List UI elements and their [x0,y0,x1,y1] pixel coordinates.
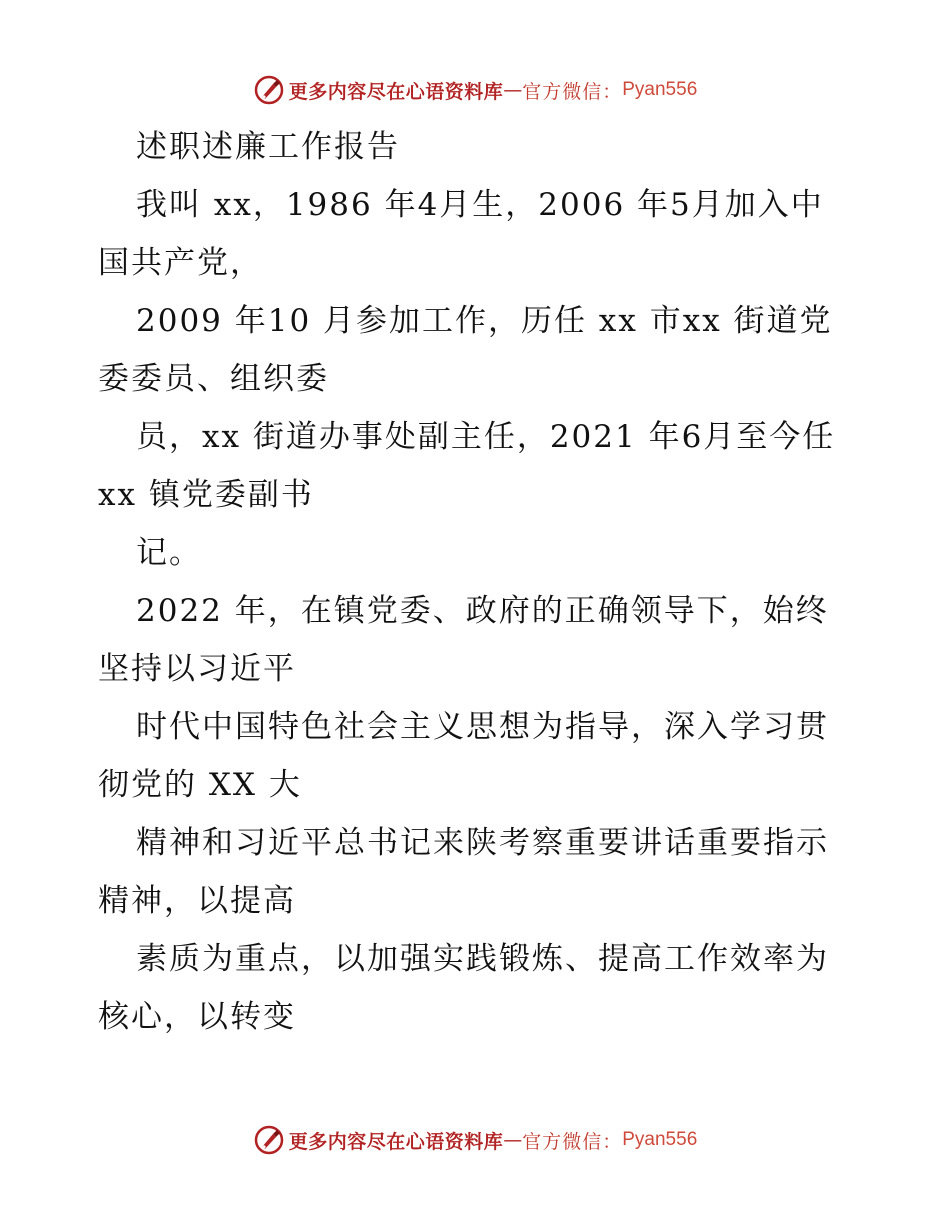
paragraph-line: 2009 年10 月参加工作，历任 xx 市xx 街道党 [136,303,833,339]
paragraph-line: 坚持以习近平 [98,651,296,687]
paragraph-line: 核心，以转变 [98,999,296,1035]
paragraph-line: 员，xx 街道办事处副主任，2021 年6月至今任 [136,419,836,455]
paragraph-line: 记。 [136,535,202,571]
footer-watermark-banner [0,1120,950,1160]
banner-brand-text: 更多内容尽在心语资料库 [288,1130,504,1153]
document-title: 述职述廉工作报告 [136,129,400,165]
banner-dash: — [503,79,523,101]
banner-wechat-label: 官方微信： [522,1130,623,1153]
paragraph-line: xx 镇党委副书 [98,477,314,513]
banner-wechat-handle: Pyan556 [622,1129,698,1150]
banner-wechat-handle: Pyan556 [622,79,698,100]
pen-logo-icon [253,74,285,106]
paragraph-line: 委委员、组织委 [98,361,329,397]
paragraph-line: 2022 年，在镇党委、政府的正确领导下，始终 [136,593,829,629]
paragraph-line: 精神，以提高 [98,883,296,919]
paragraph-line: 我叫 xx，1986 年4月生，2006 年5月加入中 [136,187,824,223]
paragraph-line: 时代中国特色社会主义思想为指导，深入学习贯 [136,709,829,745]
paragraph-line: 彻党的 XX 大 [98,767,302,803]
paragraph-line: 精神和习近平总书记来陕考察重要讲话重要指示 [136,825,829,861]
banner-wechat-label: 官方微信： [522,80,623,103]
banner-brand-text: 更多内容尽在心语资料库 [288,80,504,103]
paragraph-line: 国共产党， [98,245,263,281]
banner-dash: — [503,1129,523,1151]
header-watermark-banner [0,70,950,110]
paragraph-line: 素质为重点，以加强实践锻炼、提高工作效率为 [136,941,829,977]
document-body [98,118,858,1046]
pen-logo-icon [253,1124,285,1156]
